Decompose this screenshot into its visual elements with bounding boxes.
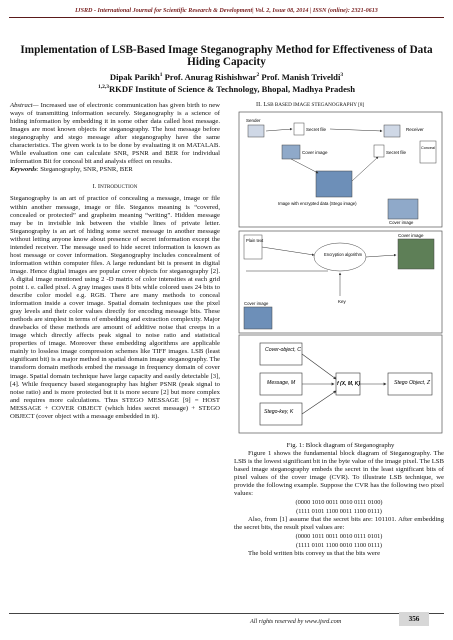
result-pixel-1: (0000 1011 0011 0010 0111 0101) [295,533,383,541]
right-paragraph-3: The bold written bits convey us that the bits were [248,550,381,558]
right-column [234,101,444,558]
keywords [10,166,220,174]
abstract-text: Increased use of electronic communication has given birth to new ways of transmitting information securely. Steganography is a science of hiding information by embedding it in some other data called host message. Images are most known objects for steganography. The host message before steganography and stego message after steganography have the same characteristics. The given work is to be done by evaluating it on MATALAB. While evaluation one can calculate SNR, PSNR and BER for individual information Bit for conceal bit and analysis effect on results. [10,102,220,166]
cvr-pixel-1: (0000 1010 0011 0010 0111 0100) [295,499,383,507]
cvr-pixel-2: (1111 0101 1100 0011 1100 0111) [296,507,382,515]
section-1-num: I. [92,183,98,191]
stego-image-thumb [316,171,352,197]
secret-file-label: Secret file [306,127,327,133]
section-2-heading [256,101,444,109]
page-number: 356 [399,612,429,626]
cover-image-mid-2 [244,307,272,329]
left-column [10,102,220,421]
figure-top-panel [239,112,442,227]
encryption-label: Encryption algorithm [324,252,363,258]
abstract-label: Abstract— [10,102,39,109]
steganography-diagram [238,111,443,437]
function-label: f (X, M, K) [337,381,361,388]
secret-file-label-2: Secret file [386,150,407,156]
message-label: Message, M [267,380,296,387]
intro-paragraph: Steganography is an art of practice of concealing a message, image or file within another message, image or file. Steganos meaning is “covered, concealed or protected” and grapheim meaning “writing”. Hidden message may be in invisible ink between the visible lines of private letter. Steganography is an art of hiding some secret message in another message without letting anyone know about presence of secret information except the intended receiver. The message used to hide secret information is known as host message or cover information. Steganography includes concealment of information within computer files. A large redundant bit is present in digital image. Hence digital images are popular cover objects for steganography [2]. A digital image mentioned using 2 -D matrix of color intensities at each grid point i. e. called pixel. A gray images uses 8 bits while colored uses 24 bits to describe color model e.g. RGB. There are many methods to conceal information inside a cover image. Spatial domain techniques use the pixel gray levels and their color values directly for encoding message bits. These methods are simplest in terms of embedding and extraction complexity. Major drawbacks of these methods are amount of additive noise that creeps in a image which directly affects peak signal to noise ratio and statistical properties of image. Moreover these embedding algorithms are applicable mainly to lossless image compression schemes like TIFF images. LSB (least significant bit) is a major method in spatial domain image steganography. The transform domain methods embed the message in frequency domain of cover image. Spatial domain technique have large capacity and easily detectable [3], [4]. While frequency based steganography has higher PSNR (peak signal to noise ratio) and is more protected but it is more secure [2] but more complex and requires more calculations. Thus STEGO MESSAGE [9] = HOST MESSAGE + COVER OBJECT (which hides secret message) + STEGO OBJECT (cover object with a message embedded in it). [10,195,220,420]
receiver-label: Receiver [406,127,424,133]
section-1-rest: NTRODUCTION [99,184,138,191]
sender-pc-icon [248,125,264,137]
right-paragraph-1: Figure 1 shows the fundamental block diagram of Steganography. The LSB is the lowest significant bit in the byte value of the image pixel. The LSB based image steganography embeds the secret in the least significant bits of pixel values of the cover image (CVR). To illustrate LSB technique, we provide the following example. Suppose the CVR has the following two pixel values: [234,450,444,498]
figure-bottom-panel [239,335,442,433]
stego-object-label: Stego Object, Z [394,380,431,387]
encryption-ellipse [314,243,366,271]
abstract [10,102,220,166]
cover-image-label-2: Cover image [389,220,414,226]
section-1-heading [10,183,220,191]
keywords-text: : Steganography, SNR, PSNR, BER [36,166,133,174]
cover-image-thumb [282,145,300,159]
secret-file-icon-2 [374,145,384,157]
key-label: Key [338,299,346,305]
author-3-sup: 3 [340,72,344,78]
affiliation-text: RKDF Institute of Science & Technology, Bhopal, Madhya Pradesh [108,84,356,95]
authors-block [20,70,433,95]
plain-text-label: Plain text [246,238,264,244]
stego-key-label: Stego-key, K [264,409,294,416]
right-paragraph-2: Also, from [1] assume that the secret bits are: 101101. After embedding the secret bits, the result pixel values are: [234,516,444,532]
author-2-sup: 2 [256,72,260,78]
sender-label: Sender [246,118,261,124]
stego-image-label: Image with encrypted data (Stego image) [278,201,357,207]
affiliation [20,82,433,94]
cover-image-mid-label: Cover image [398,233,424,239]
section-1-first: I [97,183,100,191]
footer-text: All rights reserved by www.ijsrd.com [250,618,342,625]
footer-rule [9,613,444,614]
figure-1 [238,111,443,450]
paper-title: Implementation of LSB-Based Image Steganography Method for Effectiveness of Data Hiding Capacity [20,44,433,69]
cover-image-label: Cover image [302,150,328,156]
section-2-num: II. [256,101,264,108]
receiver-pc-icon [384,125,400,137]
cover-image-thumb-2 [388,199,418,219]
header-rule [9,17,444,18]
author-1: Dipak Parikh [109,71,160,82]
result-pixel-2: (1111 0101 1100 0010 1100 0111) [296,541,382,549]
cover-object-label: Cover-object, C [265,347,301,354]
author-3: Prof. Manish Triveldi [259,71,341,82]
cover-image-mid-label-2: Cover image [244,301,269,307]
secret-file-icon [294,123,304,135]
affiliation-sup: 1,2,3 [97,84,109,91]
section-2-first: L [263,101,268,108]
figure-middle-panel [239,231,442,333]
journal-header: IJSRD - International Journal for Scientific Research & Development| Vol. 2, Issue 08, 2014 | ISSN (online): 2321-0613 [75,8,378,14]
author-names [20,70,433,82]
keywords-label: Keywords [10,166,37,174]
cover-image-mid [398,239,434,269]
author-2: Prof. Anurag Rishishwar [162,71,257,82]
conceal-box [420,141,436,163]
conceal-label: Conceal [421,146,435,151]
section-2-rest: SB BASED IMAGE STEGANOGRAPHY [8] [267,102,365,108]
author-1-sup: 1 [159,72,163,78]
figure-caption: Fig. 1: Block diagram of Steganography [286,442,395,450]
